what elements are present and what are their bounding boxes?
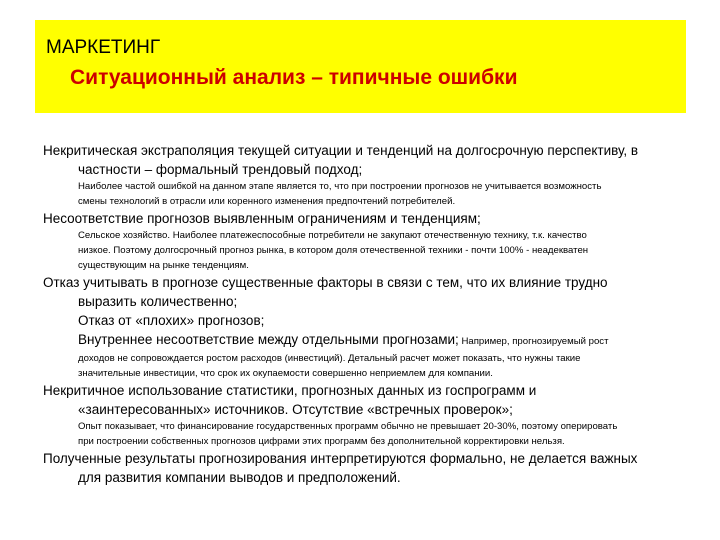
error-item-2-note-cont2: существующим на рынке тенденциям. xyxy=(78,260,249,271)
error-item-3-sub-2-text: Внутреннее несоответствие между отдельными прогнозами; xyxy=(78,332,459,347)
error-item-2-note-cont: низкое. Поэтому долгосрочный прогноз рынка, в котором доля отечественной техники - почти 100% - неадекватен xyxy=(78,245,589,256)
error-item-2-note: Сельское хозяйство. Наиболее платежеспособные потребители не закупают отечественную технику, т.к. качество xyxy=(78,230,587,241)
error-item-5: Полученные результаты прогнозирования интерпретируются формально, не делается важных xyxy=(43,451,638,466)
error-item-1-note: Наиболее частой ошибкой на данном этапе является то, что при построении прогнозов не учитывается возможность xyxy=(78,181,602,192)
error-item-5-cont: для развития компании выводов и предположений. xyxy=(78,470,401,485)
page-title: МАРКЕТИНГ xyxy=(46,37,161,58)
error-item-3-note-cont: значительные инвестиции, что срок их окупаемости совершенно неприемлем для компании. xyxy=(78,368,493,379)
error-item-1: Некритическая экстраполяция текущей ситуации и тенденций на долгосрочную перспективу, в xyxy=(43,143,639,158)
page-subtitle: Ситуационный анализ – типичные ошибки xyxy=(70,66,518,89)
error-item-4-note-cont: при построении собственных прогнозов цифрами этих программ без дополнительной корректировки нельзя. xyxy=(78,436,565,447)
error-item-3-sub-1: Отказ от «плохих» прогнозов; xyxy=(78,313,265,328)
error-item-4-cont: «заинтересованных» источников. Отсутствие «встречных проверок»; xyxy=(78,402,513,417)
content-body xyxy=(43,141,693,487)
error-item-4-note: Опыт показывает, что финансирование государственных программ обычно не превышает 20-30%, поэтому оперировать xyxy=(78,421,618,432)
error-item-3-sub-2 xyxy=(43,330,693,351)
error-item-1-cont: частности – формальный трендовый подход; xyxy=(78,162,363,177)
error-item-2: Несоответствие прогнозов выявленным ограничениям и тенденциям; xyxy=(43,211,481,226)
error-item-4: Некритичное использование статистики, прогнозных данных из госпрограмм и xyxy=(43,383,537,398)
error-item-3-note: доходов не сопровождается ростом расходов (инвестиций). Детальный расчет может показать, что нужны такие xyxy=(78,353,581,364)
error-item-3-sub-2-note: Например, прогнозируемый рост xyxy=(458,336,609,347)
error-item-3-cont: выразить количественно; xyxy=(78,294,238,309)
error-item-3: Отказ учитывать в прогнозе существенные факторы в связи с тем, что их влияние трудно xyxy=(43,275,608,290)
error-item-1-note-cont: смены технологий в отрасли или коренного изменения предпочтений потребителей. xyxy=(78,196,456,207)
